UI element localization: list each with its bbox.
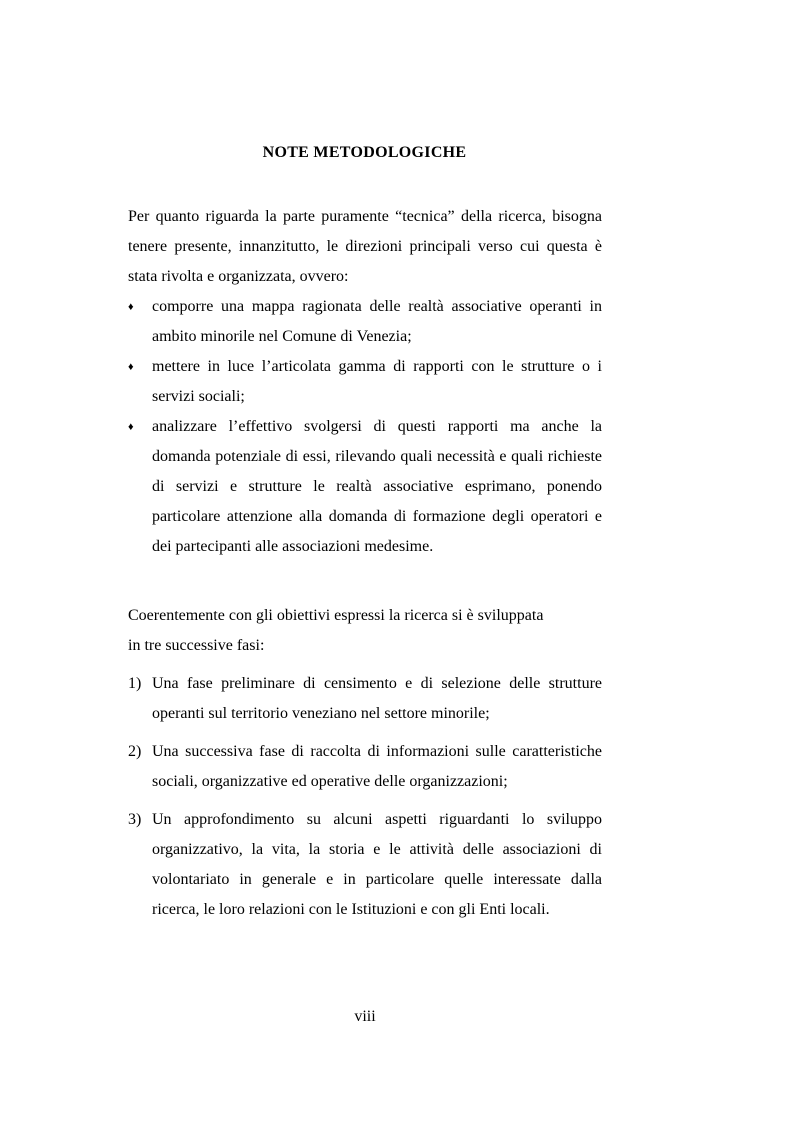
intro-section xyxy=(128,202,602,562)
list-item-text: mettere in luce l’articolata gamma di rapporti con le strutture o i servizi sociali; xyxy=(152,358,602,405)
list-item xyxy=(128,412,602,562)
list-item xyxy=(128,352,602,412)
list-item-text: Un approfondimento su alcuni aspetti riguardanti lo sviluppo organizzativo, la vita, la storia e le attività delle associazioni di volontariato in generale e in particolare quelle interessate dalla ricerca, le loro relazioni con le Istituzioni e con gli Enti locali. xyxy=(152,811,602,918)
list-item xyxy=(128,669,602,729)
list-item xyxy=(128,292,602,352)
objectives-list xyxy=(128,292,602,562)
phases-intro-line: Coerentemente con gli obiettivi espressi la ricerca si è sviluppata xyxy=(128,607,544,624)
page-number: viii xyxy=(354,1008,376,1025)
list-item-text: Una successiva fase di raccolta di informazioni sulle caratteristiche sociali, organizzative ed operative delle organizzazioni; xyxy=(152,743,602,790)
phases-section xyxy=(128,601,602,933)
diamond-bullet-icon: ♦ xyxy=(128,421,134,433)
list-item-text: comporre una mappa ragionata delle realtà associative operanti in ambito minorile nel Comune di Venezia; xyxy=(152,298,602,345)
section-title: NOTE METODOLOGICHE xyxy=(262,144,467,161)
list-item-text: analizzare l’effettivo svolgersi di questi rapporti ma anche la domanda potenziale di essi, rilevando quali necessità e quali richieste di servizi e strutture le realtà associative esprimano, ponendo particolare attenzione alla domanda di formazione degli operatori e dei partecipanti alle associazioni medesime. xyxy=(152,418,602,555)
list-number: 2) xyxy=(128,743,142,760)
phases-intro-line: in tre successive fasi: xyxy=(128,637,265,654)
list-item xyxy=(128,737,602,797)
diamond-bullet-icon: ♦ xyxy=(128,361,134,373)
intro-paragraph: Per quanto riguarda la parte puramente “tecnica” della ricerca, bisogna tenere presente, innanzitutto, le direzioni principali verso cui questa è stata rivolta e organizzata, ovvero: xyxy=(128,208,602,285)
list-item-text: Una fase preliminare di censimento e di selezione delle strutture operanti sul territorio veneziano nel settore minorile; xyxy=(152,675,602,722)
phases-list xyxy=(128,669,602,925)
list-number: 3) xyxy=(128,811,142,828)
list-item xyxy=(128,805,602,925)
diamond-bullet-icon: ♦ xyxy=(128,301,134,313)
list-number: 1) xyxy=(128,675,142,692)
